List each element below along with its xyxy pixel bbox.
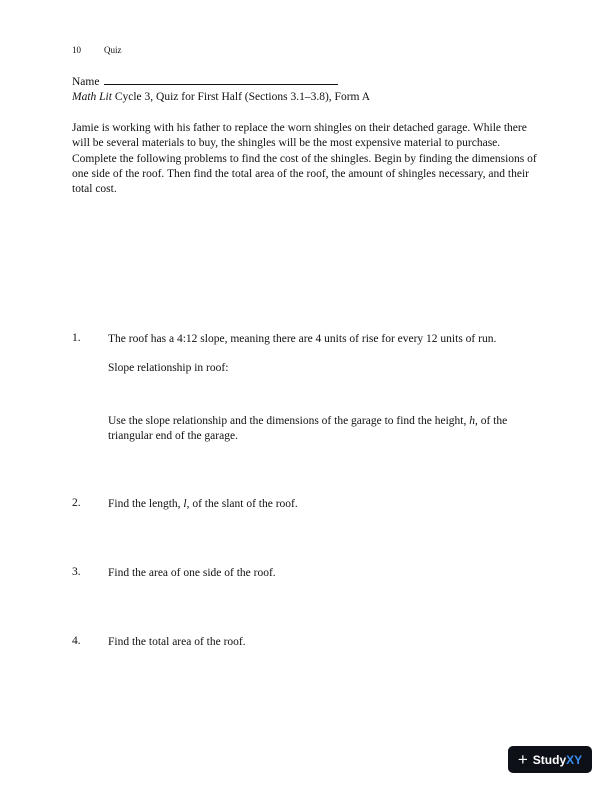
title-italic: Math Lit — [72, 91, 112, 103]
height-prompt-post: , of the triangular end of the garage. — [108, 415, 508, 443]
question-text — [108, 497, 542, 512]
name-label: Name — [72, 76, 100, 88]
page-header — [72, 45, 122, 55]
name-blank-line[interactable] — [104, 73, 338, 85]
question-number: 4. — [72, 635, 81, 647]
studyxy-badge[interactable] — [508, 746, 592, 773]
badge-brand-a: Study — [532, 752, 567, 767]
length-variable: l — [183, 498, 187, 510]
height-prompt-pre: Use the slope relationship and the dimensions of the garage to find the height, — [108, 415, 470, 427]
question-number: 3. — [72, 566, 81, 578]
quiz-title — [72, 91, 370, 103]
question-number: 1. — [72, 332, 81, 344]
question-text-pre: Find the length, — [108, 498, 184, 510]
question-number: 2. — [72, 497, 81, 509]
name-field — [72, 73, 338, 88]
height-prompt — [108, 414, 542, 445]
plus-icon: + — [517, 750, 528, 769]
question-text: Find the area of one side of the roof. — [108, 567, 276, 579]
intro-paragraph: Jamie is working with his father to replace the worn shingles on their detached garage. While there will be several materials to buy, the shingles will be the most expensive material to purchase. Complete the following problems to find the cost of the shingles. Begin by finding the dimensions of one side of the roof. Then find the total area of the roof, the amount of shingles necessary, and their total cost. — [72, 122, 537, 196]
question-text-post: , of the slant of the roof. — [186, 498, 298, 510]
header-label: Quiz — [104, 45, 122, 55]
question-text: The roof has a 4:12 slope, meaning there are 4 units of rise for every 12 units of run. — [108, 333, 497, 345]
badge-brand-b: XY — [566, 752, 583, 767]
page-number: 10 — [72, 45, 81, 55]
title-rest: Cycle 3, Quiz for First Half (Sections 3.1–3.8), Form A — [111, 91, 371, 103]
height-variable: h — [469, 415, 475, 427]
slope-relationship-prompt: Slope relationship in roof: — [108, 362, 229, 374]
question-text: Find the total area of the roof. — [108, 636, 246, 648]
